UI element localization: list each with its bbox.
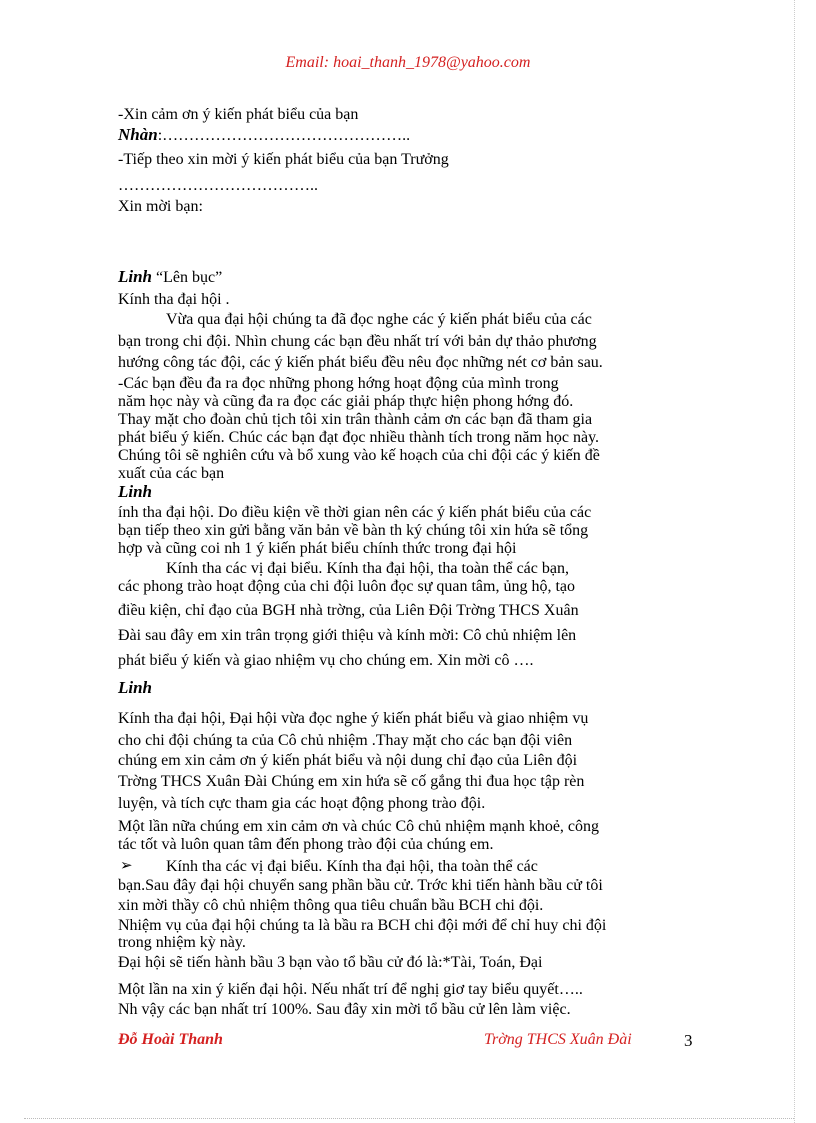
footer-school: Trờng THCS Xuân Đài bbox=[484, 1031, 632, 1048]
speaker-name: Nhàn bbox=[118, 125, 158, 144]
text-line: luyện, và tích cực tham gia các hoạt động phong trào đội. bbox=[118, 795, 486, 812]
text-line: ……………………………….. bbox=[118, 177, 318, 194]
footer-author: Đỗ Hoài Thanh bbox=[118, 1031, 223, 1048]
speaker-name: Linh bbox=[118, 678, 153, 697]
text-line: -Các bạn đều đa ra đọc những phong hớng hoạt động của mình trong bbox=[118, 375, 559, 392]
text-line: Kính tha đại hội . bbox=[118, 291, 230, 308]
text-line: bạn tiếp theo xin gửi bằng văn bản về bàn th ký chúng tôi xin hứa sẽ tổng bbox=[118, 522, 589, 539]
text-line: Nhiệm vụ của đại hội chúng ta là bầu ra BCH chi đội mới để chỉ huy chi đội bbox=[118, 917, 607, 934]
text-line: Một lần nữa chúng em xin cảm ơn và chúc Cô chủ nhiệm mạnh khoẻ, công bbox=[118, 818, 600, 835]
text-line: phát biểu ý kiến và giao nhiệm vụ cho chúng em. Xin mời cô …. bbox=[118, 652, 534, 669]
text-line: Kính tha các vị đại biểu. Kính tha đại hội, tha toàn thể các bạn, bbox=[166, 560, 569, 577]
text-line: Đại hội sẽ tiến hành bầu 3 bạn vào tổ bầu cử đó là:*Tài, Toán, Đại bbox=[118, 954, 543, 971]
text-line: Trờng THCS Xuân Đài Chúng em xin hứa sẽ cố gắng thi đua học tập rèn bbox=[118, 773, 585, 790]
speaker-name: Linh bbox=[118, 482, 153, 501]
page-number: 3 bbox=[684, 1031, 693, 1050]
arrow-bullet-icon: ➢ bbox=[120, 858, 133, 874]
text-line: chúng em xin cảm ơn ý kiến phát biểu và nội dung chỉ đạo của Liên đội bbox=[118, 752, 578, 769]
text-line: tác tốt và luôn quan tâm đến phong trào đội của chúng em. bbox=[118, 836, 494, 853]
text-line: Nh vậy các bạn nhất trí 100%. Sau đây xin mời tổ bầu cử lên làm việc. bbox=[118, 1001, 571, 1018]
text-line: Kính tha đại hội, Đại hội vừa đọc nghe ý kiến phát biểu và giao nhiệm vụ bbox=[118, 710, 589, 727]
header-email: Email: hoai_thanh_1978@yahoo.com bbox=[285, 54, 531, 71]
text-line: Một lần na xin ý kiến đại hội. Nếu nhất trí để nghị giơ tay biểu quyết….. bbox=[118, 981, 583, 998]
text-line: Thay mặt cho đoàn chủ tịch tôi xin trân thành cảm ơn các bạn đã tham gia bbox=[118, 411, 593, 428]
text-line: năm học này và cũng đa ra đọc các giải pháp thực hiện phong hớng đó. bbox=[118, 393, 574, 410]
text-line: hợp và cũng coi nh 1 ý kiến phát biểu chính thức trong đại hội bbox=[118, 540, 517, 557]
text-line: Chúng tôi sẽ nghiên cứu và bổ xung vào kế hoạch của chi đội các ý kiến đề bbox=[118, 447, 600, 464]
text-line: bạn trong chi đội. Nhìn chung các bạn đều nhất trí với bản dự thảo phương bbox=[118, 333, 597, 350]
speaker-name: Linh bbox=[118, 267, 153, 286]
text-line: các phong trào hoạt động của chi đội luôn đọc sự quan tâm, ủng hộ, tạo bbox=[118, 578, 576, 595]
text-line: -Xin cảm ơn ý kiến phát biểu của bạn bbox=[118, 106, 359, 123]
text-line: trong nhiệm kỳ này. bbox=[118, 934, 246, 951]
text-line: xin mời thầy cô chủ nhiệm thông qua tiêu chuẩn bầu BCH chi đội. bbox=[118, 897, 544, 914]
text-line: xuất của các bạn bbox=[118, 465, 225, 482]
text-line: Đài sau đây em xin trân trọng giới thiệu và kính mời: Cô chủ nhiệm lên bbox=[118, 627, 577, 644]
text-line: Vừa qua đại hội chúng ta đã đọc nghe các ý kiến phát biểu của các bbox=[166, 311, 592, 328]
text-line: Kính tha các vị đại biểu. Kính tha đại hội, tha toàn thể các bbox=[166, 858, 538, 875]
text-line: hướng công tác đội, các ý kiến phát biểu đều nêu đọc những nét cơ bản sau. bbox=[118, 354, 603, 371]
text-line: cho chi đội chúng ta của Cô chủ nhiệm .Thay mặt cho các bạn đội viên bbox=[118, 732, 573, 749]
text-line: bạn.Sau đây đại hội chuyển sang phần bầu cử. Trớc khi tiến hành bầu cử tôi bbox=[118, 877, 603, 894]
text-line: ính tha đại hội. Do điều kiện về thời gian nên các ý kiến phát biểu của các bbox=[118, 504, 592, 521]
text-line bbox=[118, 483, 152, 502]
text-line: Xin mời bạn: bbox=[118, 198, 203, 215]
page-border-right bbox=[794, 0, 795, 1123]
text-line: Linh “Lên bục” bbox=[118, 267, 223, 286]
text-line: điều kiện, chỉ đạo của BGH nhà trờng, của Liên Đội Trờng THCS Xuân bbox=[118, 602, 579, 619]
text-line: -Tiếp theo xin mời ý kiến phát biểu của bạn Trưởng bbox=[118, 151, 449, 168]
text-line: phát biểu ý kiến. Chúc các bạn đạt đọc nhiều thành tích trong năm học này. bbox=[118, 429, 600, 446]
text-line: Nhàn:……………………………………….. bbox=[118, 125, 411, 144]
page-border-bottom bbox=[24, 1118, 794, 1119]
text-line bbox=[118, 679, 152, 698]
